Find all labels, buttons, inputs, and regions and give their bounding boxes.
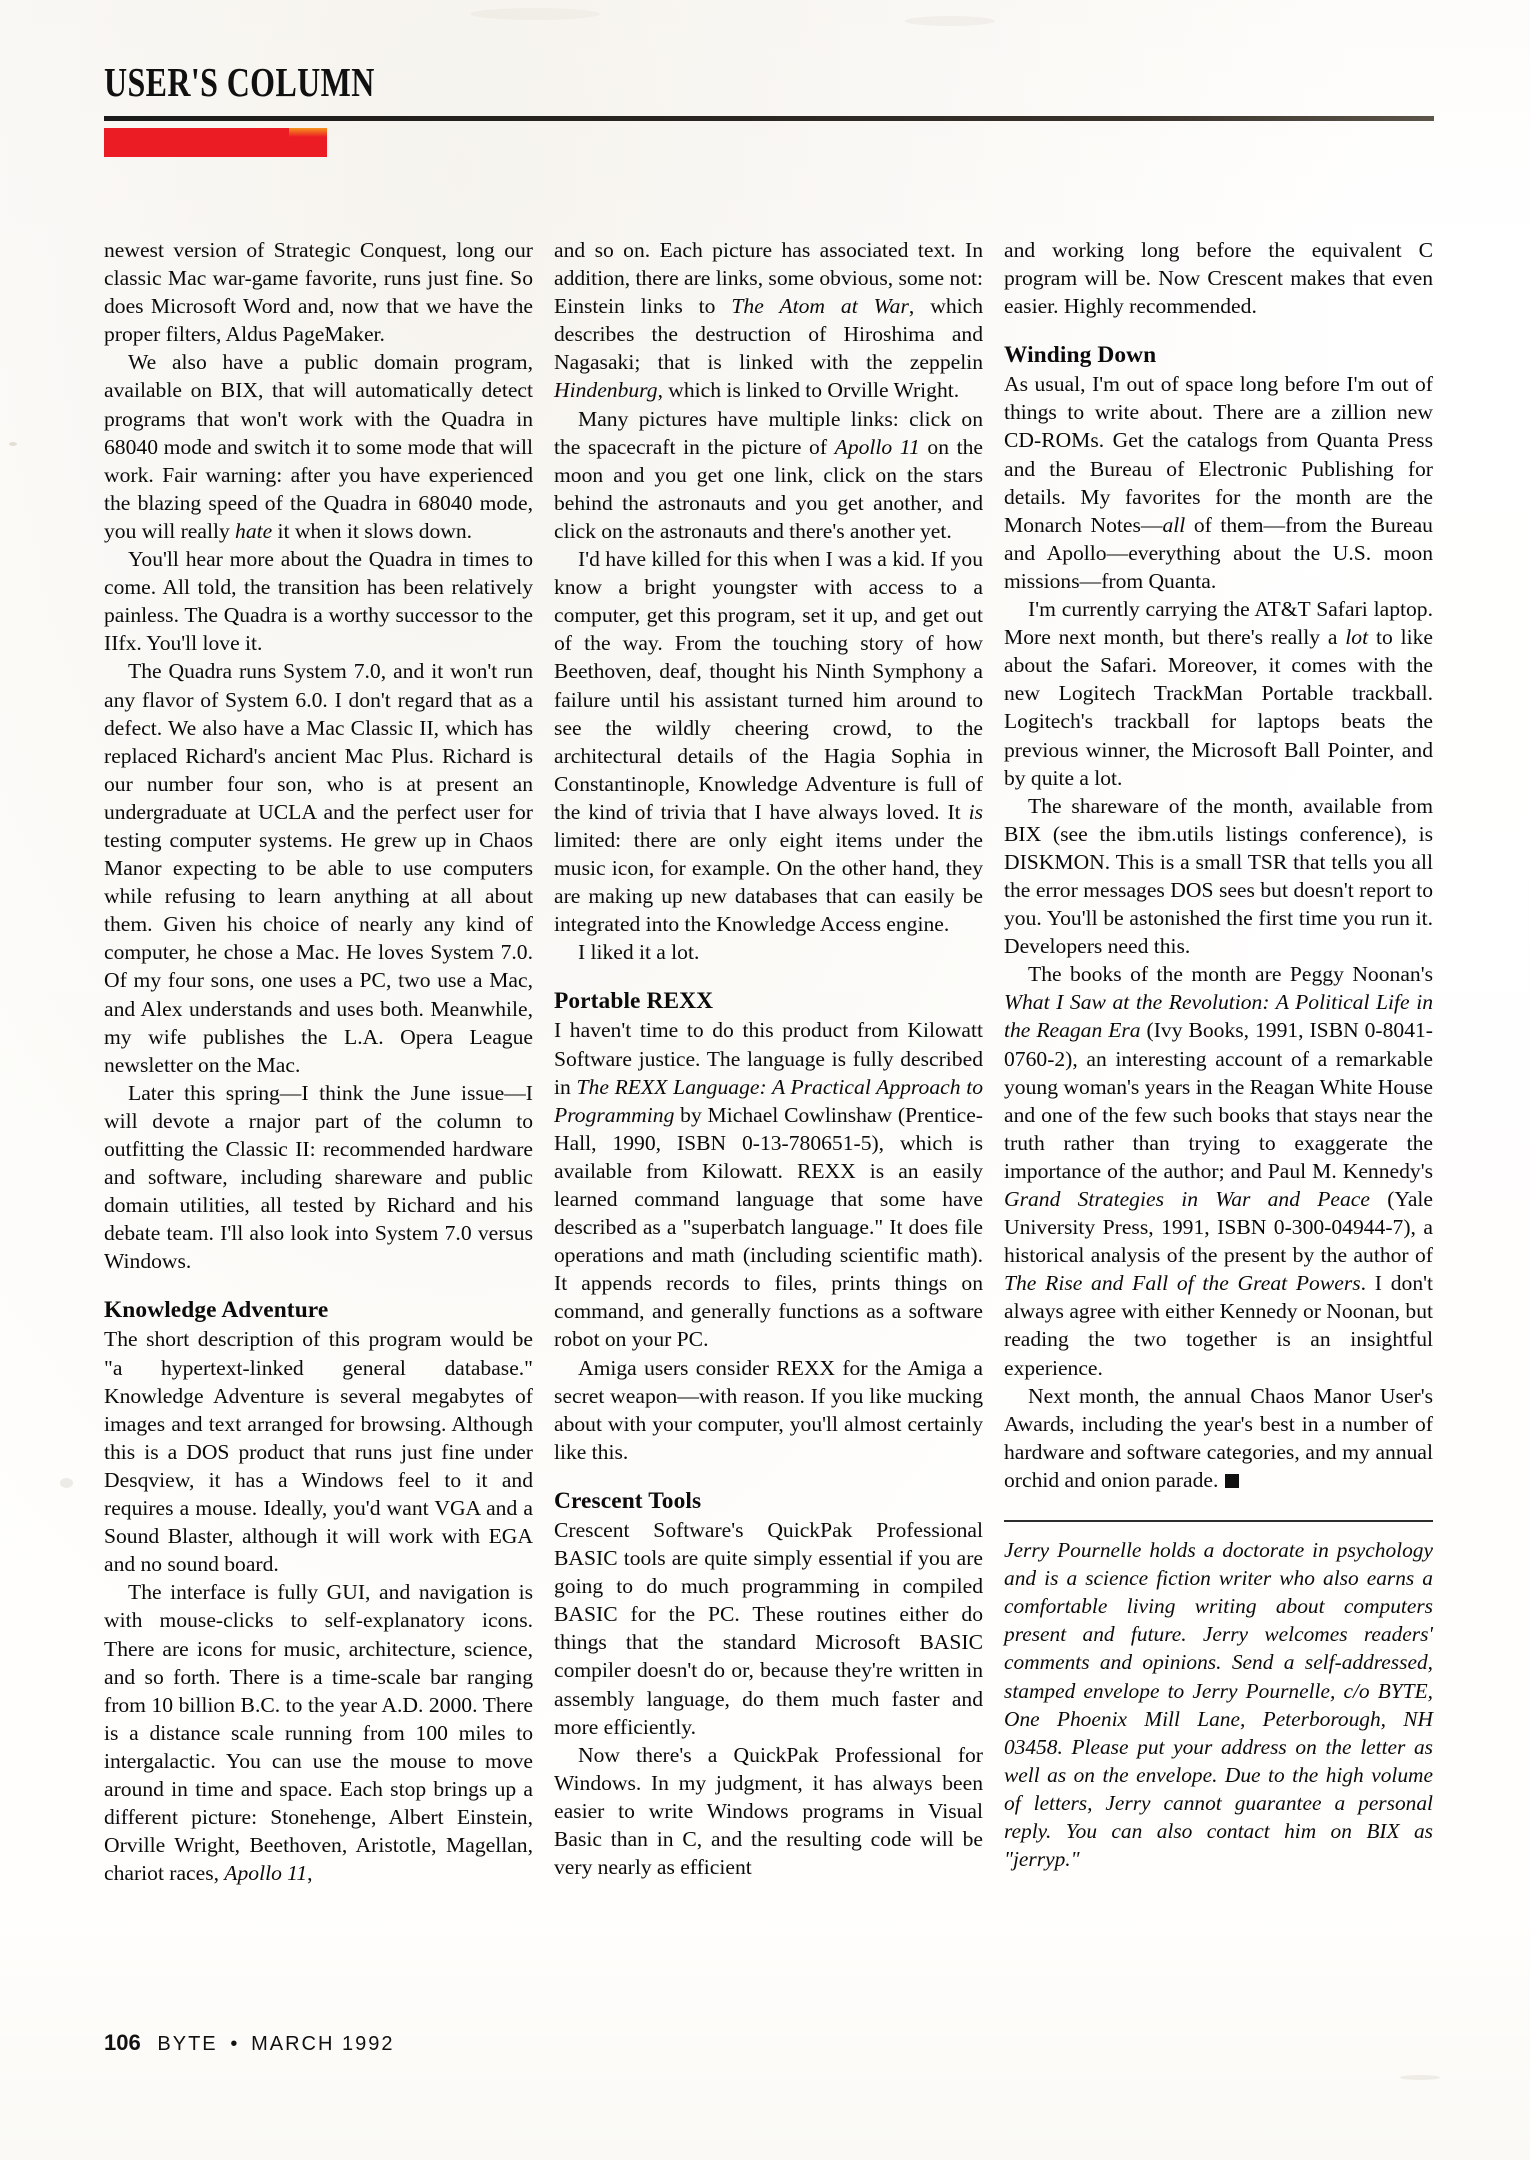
book-title: What I Saw at the Revolution: A Political Life in the Reagan Era [1004,990,1433,1043]
paragraph [104,1325,533,1578]
paragraph-text: and so on. Each picture has associated text. In addition, there are links, some obvious, some not: Einstein links to [554,238,983,319]
paragraph [104,545,533,657]
paragraph-text: (Yale University Press, 1991, ISBN 0-300-04944-7), a historical analysis of the present by the author of [1004,1187,1433,1268]
paragraph [554,405,983,545]
paragraph-text: Amiga users consider REXX for the Amiga a secret weapon—with reason. If you like mucking about with your computer, you'll almost certainly like this. [554,1355,983,1464]
paragraph-text: newest version of Strategic Conquest, long our classic Mac war-game favorite, runs just fine. So does Microsoft Word and, now that we have the proper filters, Aldus PageMaker. [104,238,533,347]
author-bio: Jerry Pournelle holds a doctorate in psychology and is a science fiction writer who also earns a comfortable living writing about computers present and future. Jerry welcomes readers' comments and opinions. Send a self-addressed, stamped envelope to Jerry Pournelle, c/o BYTE, One Phoenix Mill Lane, Peterborough, NH 03458. Please put your address on the letter as well as on the envelope. Due to the high volume of letters, Jerry cannot guarantee a personal reply. You can also contact him on BIX as "jerryp." [1004,1538,1433,1872]
paragraph-text: by Michael Cowlinshaw (Prentice-Hall, 1990, ISBN 0-13-780651-5), which is available from Kilowatt. REXX is an easily learned command language that some have described as a "superbatch language." It does file operations and math (including scientific math). It appends records to files, prints things on command, and generally functions as a software robot on your PC. [554,1102,983,1352]
paragraph-text: Many pictures have multiple links: click on the spacecraft in the picture of [554,406,983,459]
paragraph-text: of them—from the Bureau and Apollo—everything about the U.S. moon missions—from Quanta. [1004,512,1433,593]
paragraph [1004,960,1433,1381]
paragraph-text: , which describes the destruction of Hiroshima and Nagasaki; that is linked with the zeppelin [554,294,983,375]
page-title: USER'S COLUMN [104,59,375,105]
bio-divider [1004,1520,1433,1522]
paragraph-text: to like about the Safari. Moreover, it comes with the new Logitech TrackMan Portable trackball. Logitech's trackball for laptops beats the previous winner, the Microsoft Ball Pointer, and by quite a lot. [1004,625,1433,790]
paragraph [104,236,533,348]
paragraph [554,938,983,966]
emphasis-text: The Atom at War [731,294,909,319]
section-heading-knowledge-adventure: Knowledge Adventure [104,1297,329,1324]
paragraph [1004,595,1433,792]
scan-speck [60,1478,73,1488]
end-mark-icon [1225,1474,1239,1488]
scan-speck [470,8,600,20]
paragraph-text: Crescent Software's QuickPak Professional BASIC tools are quite simply essential if you are going to do much programming in compiled BASIC for the PC. These routines either do things that the standard Microsoft BASIC compiler doesn't do or, because they're written in assembly language, do them much faster and more efficiently. [554,1517,983,1739]
paragraph-text: The books of the month are Peggy Noonan's [1028,962,1433,987]
paragraph-text: it when it slows down. [272,518,473,543]
paragraph [554,1354,983,1466]
paragraph-text: I'm currently carrying the AT&T Safari laptop. More next month, but there's really a [1004,597,1433,650]
paragraph [104,348,533,545]
emphasis-text: all [1162,512,1186,537]
emphasis-text: Hindenburg [554,378,658,403]
paragraph-text: Next month, the annual Chaos Manor User's Awards, including the year's best in a number of hardware and software categories, and my annual orchid and onion parade. [1004,1383,1433,1492]
paragraph-text: Now there's a QuickPak Professional for Windows. In my judgment, it has always been easier to write Windows programs in Visual Basic than in C, and the resulting code will be very nearly as efficient [554,1742,983,1880]
paragraph-text: I'd have killed for this when I was a kid. If you know a bright youngster with access to a computer, get this program, set it up, and get out of the way. From the touching story of how Beethoven, deaf, thought his Ninth Symphony a failure until his assistant turned him around to see the wildly cheering crowd, to the architectural details of the Hagia Sophia in Constantinople, Knowledge Adventure is full of the kind of trivia that I have always loved. It [554,547,983,824]
section-heading-crescent-tools: Crescent Tools [554,1487,702,1514]
paragraph-text: Later this spring—I think the June issue—I will devote a rnajor part of the column to outfitting the Classic II: recommended hardware and software, including shareware and public domain utilities, all tested by Richard and his debate team. I'll also look into System 7.0 versus Windows. [104,1080,533,1274]
paragraph-text: We also have a public domain program, available on BIX, that will automatically detect programs that won't work with the Quadra in 68040 mode and switch it to some mode that will work. Fair warning: after you have experienced the blazing speed of the Quadra in 68040 mode, you will really [104,350,533,543]
page-number: 106 [104,2030,141,2055]
emphasis-text: Apollo 11 [224,1861,308,1886]
paragraph [554,236,983,405]
paragraph-text: limited: there are only eight items under the music icon, for example. On the other hand, they are making up new databases that can easily be integrated into the Knowledge Access engine. [554,827,983,937]
paragraph-text: You'll hear more about the Quadra in times to come. All told, the transition has been relatively painless. The Quadra is a worthy successor to the IIfx. You'll love it. [104,547,533,656]
paragraph-text: on the moon and you get one link, click on the stars behind the astronauts and you get another, and click on the astronauts and there's another yet. [554,434,983,543]
paragraph [554,1516,983,1741]
paragraph [554,1741,983,1881]
masthead-rule [104,116,1434,121]
paragraph-text: and working long before the equivalent C program will be. Now Crescent makes that even easier. Highly recommended. [1004,238,1433,319]
section-heading-portable-rexx: Portable REXX [554,988,714,1015]
paragraph-text: , which is linked to Orville Wright. [657,378,960,403]
footer-separator: • [230,2033,239,2055]
paragraph [554,545,983,938]
book-title: The REXX Language: A Practical Approach to Programming [554,1074,983,1127]
scan-speck [905,16,995,26]
paragraph-text: The shareware of the month, available from BIX (see the ibm.utils listings conference), is DISKMON. This is a small TSR that tells you all the error messages DOS sees but doesn't report to you. You'll be astonished the first time you run it. Developers need this. [1004,793,1433,959]
paragraph [1004,1382,1433,1494]
paragraph-text: , [307,1861,313,1886]
paragraph-text: As usual, I'm out of space long before I'm out of things to write about. There are a zillion new CD-ROMs. Get the catalogs from Quanta Press and the Bureau of Electronic Publishing for details. My favorites for the month are the Monarch Notes— [1004,372,1433,537]
book-title: Grand Strategies in War and Peace [1004,1187,1370,1211]
book-title: The Rise and Fall of the Great Powers [1004,1271,1361,1296]
paragraph [104,1578,533,1887]
column-3 [1004,236,1433,2026]
accent-bar-sheen [289,128,327,137]
scan-speck [1400,2075,1440,2080]
masthead-accent-bar [104,128,327,157]
paragraph [104,657,533,1078]
paragraph [1004,236,1433,320]
emphasis-text: is [968,799,983,824]
paragraph-text: I haven't time to do this product from Kilowatt Software justice. The language is fully described in [554,1018,983,1099]
emphasis-text: lot [1345,625,1369,650]
paragraph [104,1079,533,1276]
paragraph-text: The interface is fully GUI, and navigation is with mouse-clicks to self-explanatory icons. There are icons for music, architecture, science, and so forth. There is a time-scale bar ranging from 10 billion B.C. to the year A.D. 2000. There is a distance scale running from 100 miles to intergalactic. You can use the mouse to move around in time and space. Each stop brings up a different picture: Stonehenge, Albert Einstein, Orville Wright, Beethoven, Aristotle, Magellan, chariot races, [104,1580,533,1886]
magazine-name: BYTE [157,2033,218,2055]
page-footer [104,2030,394,2056]
paragraph [1004,370,1433,595]
paragraph-text: I liked it a lot. [578,940,700,965]
paragraph-text: The Quadra runs System 7.0, and it won't run any flavor of System 6.0. I don't regard that as a defect. We also have a Mac Classic II, which has replaced Richard's ancient Mac Plus. Richard is our number four son, who is at present an undergraduate at UCLA and the perfect user for testing computer systems. He grew up in Chaos Manor expecting to be able to use computers while refusing to learn anything at all about them. Given his choice of nearly any kind of computer, he chose a Mac. He loves System 7.0. Of my four sons, one uses a PC, two use a Mac, and Alex understands and uses both. Meanwhile, my wife publishes the L.A. Opera League newsletter on the Mac. [104,659,533,1077]
paragraph [554,1016,983,1353]
paragraph-text: . I don't always agree with either Kennedy or Noonan, but reading the two together is an insightful experience. [1004,1271,1434,1380]
paragraph-text: The short description of this program would be "a hypertext-linked general database." Knowledge Adventure is several megabytes of images and text arranged for browsing. Although this is a DOS product that runs just fine under Desqview, it has a Windows feel to it and requires a mouse. Ideally, you'd want VGA and a Sound Blaster, although it will work with EGA and no sound board. [104,1327,533,1577]
article-columns [104,236,1434,2026]
emphasis-text: Apollo 11 [834,434,920,459]
column-2 [554,236,983,2026]
column-1 [104,236,533,2026]
masthead [104,59,1434,105]
scan-speck [9,442,17,446]
section-heading-winding-down: Winding Down [1004,342,1157,369]
paragraph-text: (Ivy Books, 1991, ISBN 0-8041-0760-2), an interesting account of a remarkable young woman's years in the Reagan White House and one of the few such books that stays near the truth rather than trying to exaggerate the importance of the author; and Paul M. Kennedy's [1004,1018,1433,1183]
issue-date: MARCH 1992 [251,2033,395,2055]
paragraph [1004,792,1433,961]
emphasis-text: hate [235,518,273,543]
